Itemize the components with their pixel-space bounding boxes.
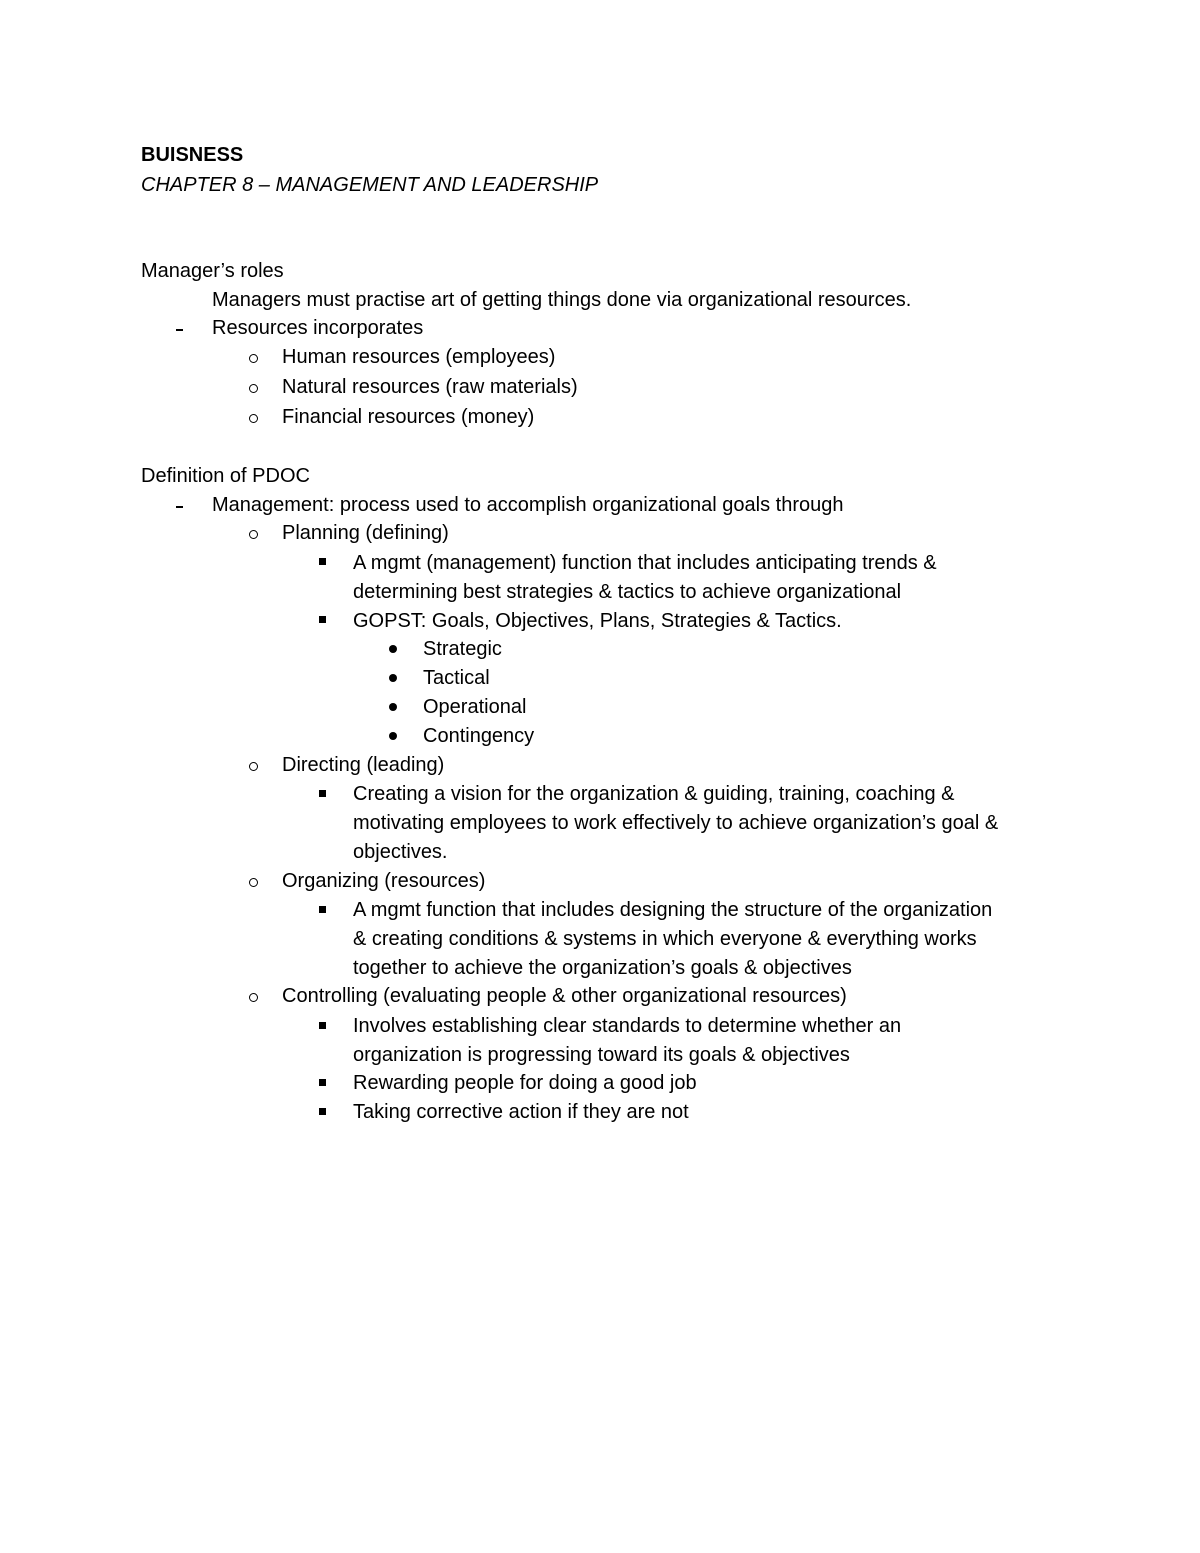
planning-point-line: A mgmt (management) function that includes anticipating trends & (353, 552, 937, 574)
circle-bullet (249, 530, 258, 539)
organizing-label: Organizing (resources) (282, 870, 486, 892)
round-bullet (389, 645, 397, 653)
resources-item: Resources incorporates (212, 317, 424, 339)
plan-type-item: Operational (423, 696, 527, 718)
organizing-point-line: together to achieve the organization’s goals & objectives (353, 957, 852, 979)
organizing-point-line: A mgmt function that includes designing the structure of the organization (353, 899, 993, 921)
square-bullet (319, 1108, 326, 1115)
circle-bullet (249, 878, 258, 887)
square-bullet (319, 1079, 326, 1086)
circle-bullet (249, 384, 258, 393)
plan-type-item: Tactical (423, 667, 490, 689)
square-bullet (319, 616, 326, 623)
directing-point-line: Creating a vision for the organization & guiding, training, coaching & (353, 783, 955, 805)
round-bullet (389, 674, 397, 682)
controlling-point-line: organization is progressing toward its goals & objectives (353, 1044, 850, 1066)
plan-type-item: Contingency (423, 725, 535, 747)
gopst-point: GOPST: Goals, Objectives, Plans, Strategies & Tactics. (353, 610, 842, 632)
square-bullet (319, 1022, 326, 1029)
chapter-subtitle: CHAPTER 8 – MANAGEMENT AND LEADERSHIP (141, 174, 599, 196)
round-bullet (389, 703, 397, 711)
circle-bullet (249, 414, 258, 423)
controlling-point: Rewarding people for doing a good job (353, 1072, 697, 1094)
circle-bullet (249, 354, 258, 363)
section-heading-managers-roles: Manager’s roles (141, 260, 284, 282)
circle-bullet (249, 762, 258, 771)
square-bullet (319, 790, 326, 797)
planning-label: Planning (defining) (282, 522, 449, 544)
section-heading-pdoc: Definition of PDOC (141, 465, 310, 487)
round-bullet (389, 732, 397, 740)
list-item: Natural resources (raw materials) (282, 376, 578, 398)
dash-bullet (176, 506, 183, 508)
list-item: Financial resources (money) (282, 406, 535, 428)
controlling-point-line: Involves establishing clear standards to determine whether an (353, 1015, 902, 1037)
plan-type-item: Strategic (423, 638, 502, 660)
controlling-point: Taking corrective action if they are not (353, 1101, 689, 1123)
controlling-label: Controlling (evaluating people & other organizational resources) (282, 985, 847, 1007)
square-bullet (319, 558, 326, 565)
dash-bullet (176, 329, 183, 331)
directing-point-line: objectives. (353, 841, 448, 863)
directing-point-line: motivating employees to work effectively to achieve organization’s goal & (353, 812, 999, 834)
organizing-point-line: & creating conditions & systems in which everyone & everything works (353, 928, 977, 950)
list-item: Human resources (employees) (282, 346, 556, 368)
directing-label: Directing (leading) (282, 754, 445, 776)
managers-intro-text: Managers must practise art of getting things done via organizational resources. (212, 289, 912, 311)
circle-bullet (249, 993, 258, 1002)
planning-point-line: determining best strategies & tactics to achieve organizational (353, 581, 902, 603)
management-definition: Management: process used to accomplish organizational goals through (212, 494, 844, 516)
document-title: BUISNESS (141, 144, 244, 166)
square-bullet (319, 906, 326, 913)
